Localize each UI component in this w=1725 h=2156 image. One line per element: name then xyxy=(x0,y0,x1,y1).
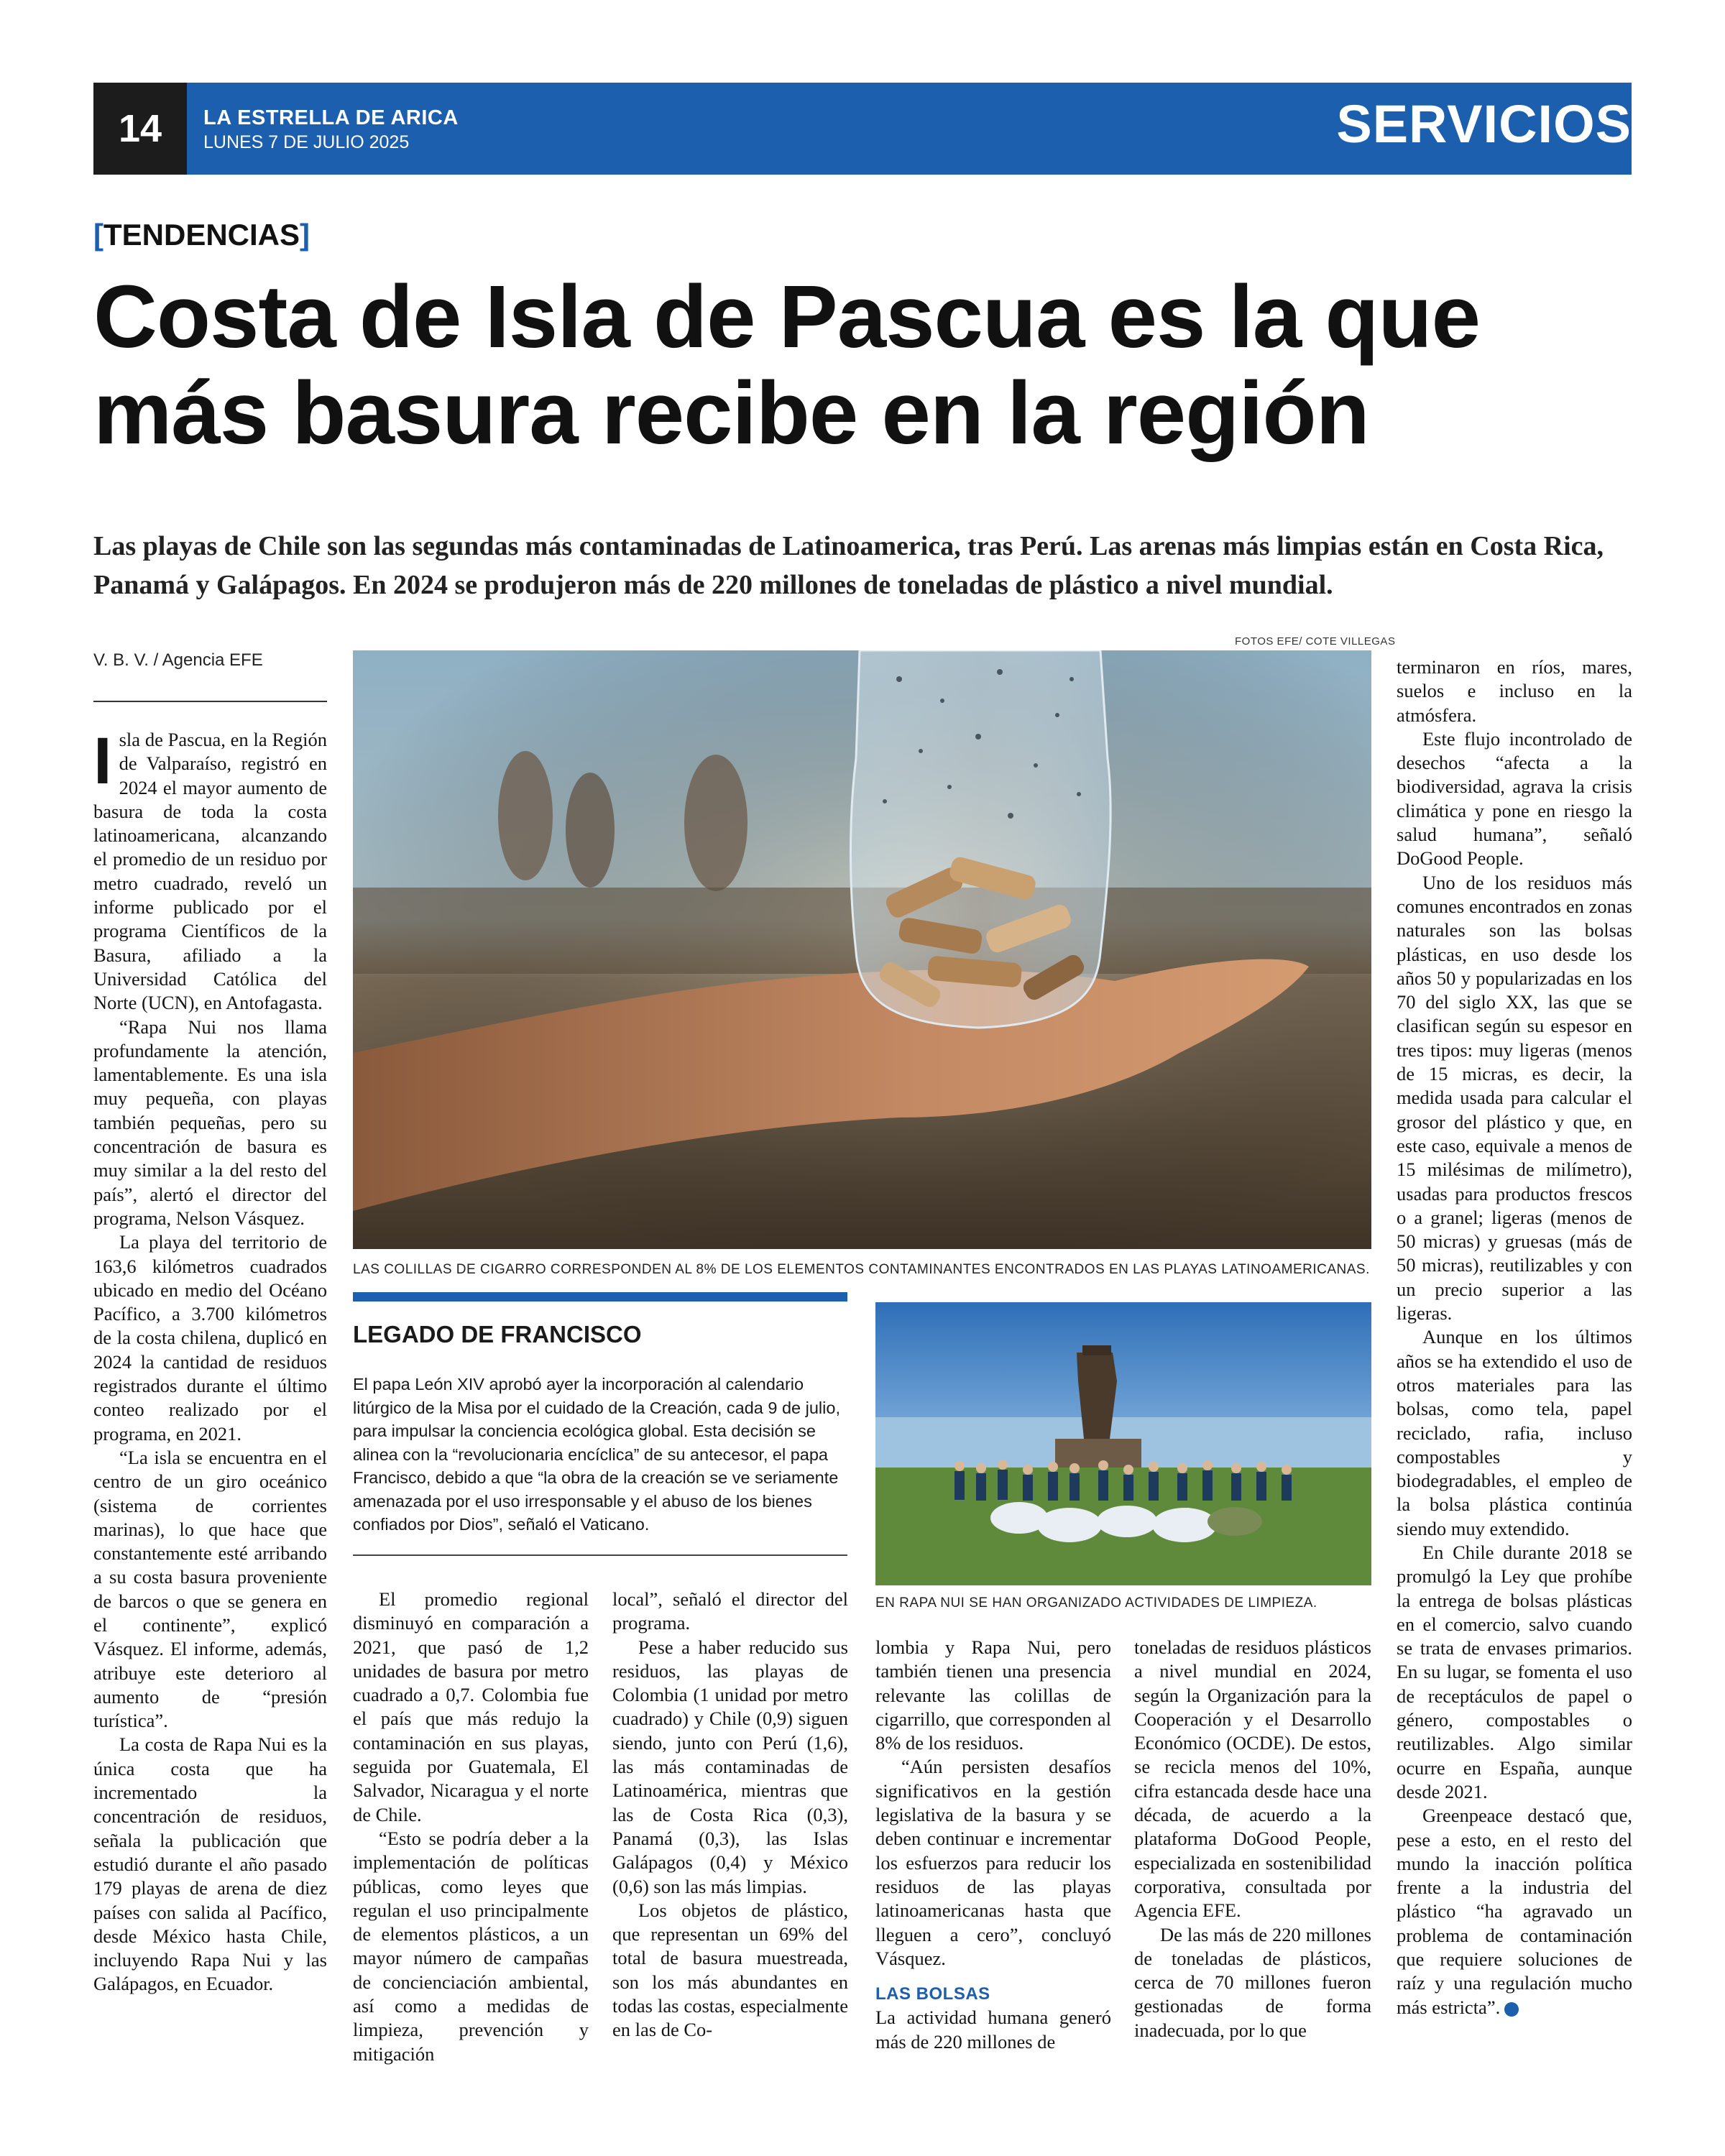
main-photo-caption: LAS COLILLAS DE CIGARRO CORRESPONDEN AL 8% DE LOS ELEMENTOS CONTAMINANTES ENCONTRADOS EN LAS PLAYAS LATINOAMERICANAS. xyxy=(353,1262,1370,1277)
drop-cap: I xyxy=(93,724,112,798)
article-paragraph: “Rapa Nui nos llama profundamente la atención, lamentablemente. Es una isla muy pequeña, con playas también pequeñas, pero su concentración de basura es muy similar a la del resto del país”, alertó el director del programa, Nelson Vásquez. xyxy=(93,1015,327,1229)
byline: V. B. V. / Agencia EFE xyxy=(93,650,263,670)
article-paragraph: Uno de los residuos más comunes encontrados en zonas naturales son las bolsas plásticas, en uso desde los años 50 y popularizadas en los 70 del siglo XX, las que se clasifican según su espesor en tres tipos: muy ligeras (menos de 15 micras, es decir, la medida usada para calcular el grosor del plástico y que, en este caso, equivale a menos de 15 milésimas de milímetro), usadas para productos frescos o a granel; ligeras (menos de 50 micras) y gruesas (más de 50 micras), reutilizables y con un precio superior a las ligeras. xyxy=(1397,871,1632,1325)
article-paragraph: “La isla se encuentra en el centro de un giro oceánico (sistema de corrientes marinas), lo que hace que constantemente esté arribando a su costa basura proveniente de barcos o que se genera en el continente”, explicó Vásquez. El informe, además, atribuye este deterioro al aumento de “presión turística”. xyxy=(93,1446,327,1732)
publication-name: LA ESTRELLA DE ARICA xyxy=(203,106,459,129)
article-paragraph: La costa de Rapa Nui es la única costa que ha incrementado la concentración de residuos, señala la publicación que estudió durante el año pasado 179 playas de arena de diez países con salida al Pacífico, desde México hasta Chile, incluyendo Rapa Nui y las Galápagos, en Ecuador. xyxy=(93,1733,327,1995)
article-column-1 xyxy=(93,724,327,1996)
standfirst: Las playas de Chile son las segundas más contaminadas de Latinoamerica, tras Perú. Las arenas más limpias están en Costa Rica, Panamá y Galápagos. En 2024 se produjeron más de 220 millones de toneladas de plástico a nivel mundial. xyxy=(93,531,1604,600)
headline-line-2: más basura recibe en la región xyxy=(93,364,1369,463)
article-column-4 xyxy=(875,1636,1111,2054)
article-paragraph: Pese a haber reducido sus residuos, las playas de Colombia (1 unidad por metro cuadrado) y Chile (0,9) siguen siendo, junto con Perú (1,6), las más contaminadas de Latinoamérica, mientras que las de Costa Rica (0,3), Panamá (0,3), las Islas Galápagos (0,4) y México (0,6) son las más limpias. xyxy=(612,1636,848,1897)
article-paragraph: local”, señaló el director del programa. xyxy=(612,1588,848,1634)
photo-credit: FOTOS EFE/ COTE VILLEGAS xyxy=(1235,635,1396,648)
publication-date: LUNES 7 DE JULIO 2025 xyxy=(203,132,410,152)
main-photo xyxy=(353,650,1371,1249)
article-paragraph: Isla de Pascua, en la Región de Valparaíso, registró en 2024 el mayor aumento de basura de toda la costa latinoamericana, alcanzando el promedio de un residuo por metro cuadrado, reveló un informe publicado por el programa Científicos de la Basura, afiliado a la Universidad Católica del Norte (UCN), en Antofagasta. xyxy=(93,724,327,1014)
kicker-bracket-left: [ xyxy=(93,218,104,252)
headline-line-1: Costa de Isla de Pascua es la que xyxy=(93,268,1481,367)
section-name: SERVICIOS xyxy=(1336,94,1632,154)
article-paragraph: En Chile durante 2018 se promulgó la Ley que prohíbe la entrega de bolsas plásticas en el comercio, salvo cuando se trata de envases primarios. En su lugar, se fomenta el uso de receptáculos de papel o género, compostables o reutilizables. Algo similar ocurre en España, aunque desde 2021. xyxy=(1397,1541,1632,1802)
article-paragraph: lombia y Rapa Nui, pero también tienen una presencia relevante las colillas de cigarrillo, que corresponden al 8% de los residuos. xyxy=(875,1636,1111,1754)
kicker-bracket-right: ] xyxy=(300,218,310,252)
page-number: 14 xyxy=(93,83,187,175)
headline xyxy=(93,270,1646,462)
box-bottom-rule xyxy=(353,1554,847,1556)
article-column-3 xyxy=(612,1588,848,2042)
article-paragraph: La playa del territorio de 163,6 kilómetros cuadrados ubicado en medio del Océano Pacífico, a 3.700 kilómetros de la costa chilena, duplicó en 2024 la cantidad de residuos registrados durante el último conteo realizado por el programa, en 2021. xyxy=(93,1231,327,1445)
article-paragraph: La actividad humana generó más de 220 millones de xyxy=(875,2007,1111,2053)
article-column-5 xyxy=(1134,1636,1371,2042)
article-paragraph: El promedio regional disminuyó en comparación a 2021, que pasó de 1,2 unidades de basura por metro cuadrado a 0,7. Colombia fue el país que más redujo la contaminación en sus playas, seguida por Guatemala, El Salvador, Nicaragua y el norte de Chile. xyxy=(353,1588,589,1825)
article-paragraph: Los objetos de plástico, que representan un 69% del total de basura muestreada, son los más abundantes en todas las costas, especialmente en las de Co- xyxy=(612,1899,848,2041)
article-paragraph: toneladas de residuos plásticos a nivel mundial en 2024, según la Organización para la Cooperación y el Desarrollo Económico (OCDE). De estos, se recicla menos del 10%, cifra estancada desde hace una década, de acuerdo a la plataforma DoGood People, especializada en sostenibilidad corporativa, consultada por Agencia EFE. xyxy=(1134,1636,1371,1922)
article-column-6 xyxy=(1397,655,1632,2019)
kicker-label: TENDENCIAS xyxy=(104,218,300,252)
byline-rule xyxy=(93,701,327,702)
article-paragraph: Greenpeace destacó que, pese a esto, en el resto del mundo la inacción política frente a la industria del plástico “ha agravado un problema de contaminación que requiere soluciones de raíz y una regulación mucho más estricta”. ✪ xyxy=(1397,1805,1632,2018)
bottle-of-cigarette-butts-photo xyxy=(353,650,1371,1249)
second-photo-caption: EN RAPA NUI SE HAN ORGANIZADO ACTIVIDADES DE LIMPIEZA. xyxy=(875,1595,1317,1611)
end-of-article-icon: ✪ xyxy=(1504,2002,1519,2017)
article-paragraph: terminaron en ríos, mares, suelos e incluso en la atmósfera. xyxy=(1397,656,1632,726)
article-paragraph: “Esto se podría deber a la implementación de políticas públicas, como leyes que regulan el uso principalmente de elementos plásticos, a un mayor número de campañas de concienciación ambiental, así como a medidas de limpieza, prevención y mitigación xyxy=(353,1827,589,2065)
article-paragraph: Aunque en los últimos años se ha extendido el uso de otros materiales para las bolsas, como tela, papel reciclado, rafia, incluso compostables y biodegradables, el empleo de la bolsa plástica continúa siendo muy extendido. xyxy=(1397,1326,1632,1539)
kicker xyxy=(93,218,310,252)
cleanup-group-photo xyxy=(875,1302,1371,1585)
article-paragraph: De las más de 220 millones de toneladas de plásticos, cerca de 70 millones fueron gestionadas de forma inadecuada, por lo que xyxy=(1134,1923,1371,2041)
article-paragraph: Este flujo incontrolado de desechos “afecta a la biodiversidad, agrava la crisis climática y pone en riesgo la salud humana”, señaló DoGood People. xyxy=(1397,727,1632,870)
article-column-2 xyxy=(353,1588,589,2066)
rapa-nui-cleanup-photo xyxy=(875,1302,1371,1585)
box-top-rule xyxy=(353,1292,847,1302)
article-paragraph: “Aún persisten desafíos significativos en la gestión legislativa de la basura y se deben continuar e incrementar los esfuerzos para reducir los residuos de las playas latinoamericanas hasta que lleguen a cero”, concluyó Vásquez. xyxy=(875,1756,1111,1969)
box-text: El papa León XIV aprobó ayer la incorporación al calendario litúrgico de la Misa por el cuidado de la Creación, cada 9 de julio, para impulsar la conciencia ecológica global. Esta decisión se alinea con la “revolucionaria encíclica” de su antecesor, el papa Francisco, debido a que “la obra de la creación se ve seriamente amenazada por el uso irresponsable y el abuso de los bienes confiados por Dios”, señaló el Vaticano. xyxy=(353,1375,840,1534)
box-title: LEGADO DE FRANCISCO xyxy=(353,1321,642,1348)
subhead-las-bolsas: LAS BOLSAS xyxy=(875,1984,990,2004)
